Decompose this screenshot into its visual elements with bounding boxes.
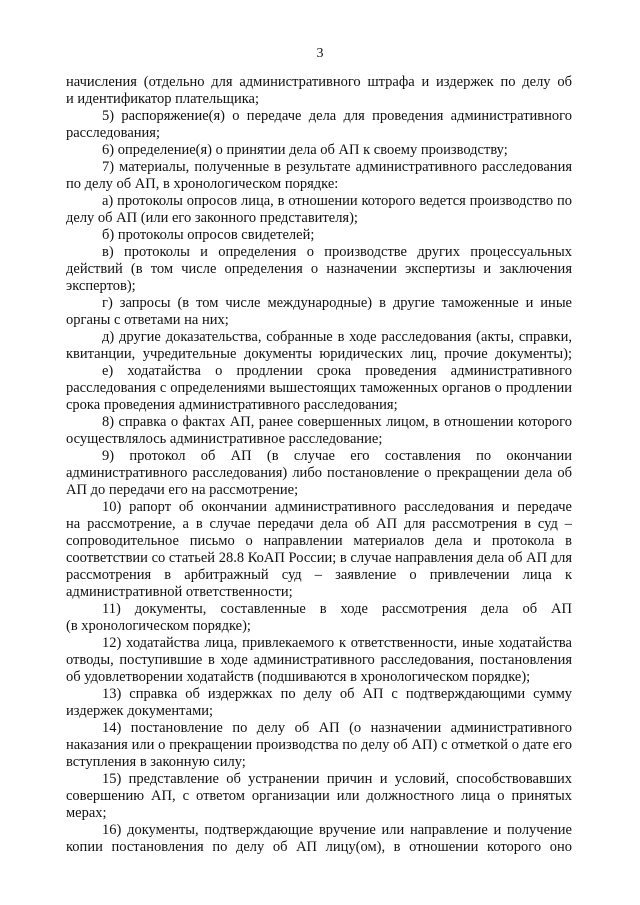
document-body <box>66 74 572 856</box>
text-line: отводы, поступившие в ходе административного расследования, постановления <box>66 652 572 668</box>
text-line: АП до передачи его на рассмотрение; <box>66 482 299 498</box>
text-line: издержек документами; <box>66 703 214 719</box>
text-line: 6) определение(я) о принятии дела об АП к своему производству; <box>102 142 508 158</box>
text-line: действий (в том числе определения о назначении экспертизы и заключения <box>66 261 572 277</box>
text-line: 14) постановление по делу об АП (о назначении административного <box>102 720 572 736</box>
text-line: вступления в законную силу; <box>66 754 246 770</box>
text-line: 7) материалы, полученные в результате административного расследования <box>102 159 572 175</box>
text-line: расследования; <box>66 125 160 141</box>
text-line: 16) документы, подтверждающие вручение или направление и получение <box>102 822 572 838</box>
text-line: начисления (отдельно для административного штрафа и издержек по делу об <box>66 74 572 90</box>
text-line: административной ответственности; <box>66 584 293 600</box>
text-line: (в хронологическом порядке); <box>66 618 251 634</box>
text-line: совершению АП, с ответом организации или должностного лица о принятых <box>66 788 572 804</box>
text-line: 9) протокол об АП (в случае его составления по окончании <box>102 448 572 464</box>
text-line: 13) справка об издержках по делу об АП с подтверждающими сумму <box>102 686 572 702</box>
text-line: осуществлялось административное расследование; <box>66 431 383 447</box>
text-line: 5) распоряжение(я) о передаче дела для проведения административного <box>102 108 572 124</box>
text-line: мерах; <box>66 805 107 821</box>
text-line: расследования с определениями вышестоящих таможенных органов о продлении <box>66 380 572 396</box>
text-line: экспертов); <box>66 278 136 294</box>
text-line: г) запросы (в том числе международные) в другие таможенные и иные <box>102 295 572 311</box>
text-line: наказания или о прекращении производства по делу об АП) с отметкой о дате его <box>66 737 572 753</box>
text-line: по делу об АП, в хронологическом порядке: <box>66 176 339 192</box>
text-line: и идентификатор плательщика; <box>66 91 260 107</box>
text-line: органы с ответами на них; <box>66 312 229 328</box>
text-line: 10) рапорт об окончании административного расследования и передаче <box>102 499 572 515</box>
text-line: делу об АП (или его законного представителя); <box>66 210 358 226</box>
text-line: квитанции, учредительные документы юридических лиц, прочие документы); <box>66 346 572 362</box>
text-line: копии постановления по делу об АП лицу(ом), в отношении которого оно <box>66 839 572 855</box>
text-line: а) протоколы опросов лица, в отношении которого ведется производство по <box>102 193 572 209</box>
text-line: е) ходатайства о продлении срока проведения административного <box>102 363 572 379</box>
text-line: в) протоколы и определения о производстве других процессуальных <box>102 244 572 260</box>
text-line: соответствии со статьей 28.8 КоАП России; в случае направления дела об АП для <box>66 550 572 566</box>
text-line: 11) документы, составленные в ходе рассмотрения дела об АП <box>102 601 572 617</box>
text-line: сопроводительное письмо о направлении материалов дела и протокола в <box>66 533 572 549</box>
text-line: 15) представление об устранении причин и условий, способствовавших <box>102 771 572 787</box>
text-line: срока проведения административного расследования; <box>66 397 398 413</box>
text-line: административного расследования) либо постановление о прекращении дела об <box>66 465 572 481</box>
text-line: б) протоколы опросов свидетелей; <box>102 227 315 243</box>
page-number: 3 <box>316 46 324 61</box>
text-line: об удовлетворении ходатайств (подшиваются в хронологическом порядке); <box>66 669 531 685</box>
text-line: 8) справка о фактах АП, ранее совершенных лицом, в отношении которого <box>102 414 572 430</box>
text-line: 12) ходатайства лица, привлекаемого к ответственности, иные ходатайства <box>102 635 572 651</box>
text-line: на рассмотрение, а в случае передачи дела об АП для рассмотрения в суд – <box>66 516 572 532</box>
text-line: д) другие доказательства, собранные в ходе расследования (акты, справки, <box>102 329 572 345</box>
text-line: рассмотрения в арбитражный суд – заявление о привлечении лица к <box>66 567 572 583</box>
